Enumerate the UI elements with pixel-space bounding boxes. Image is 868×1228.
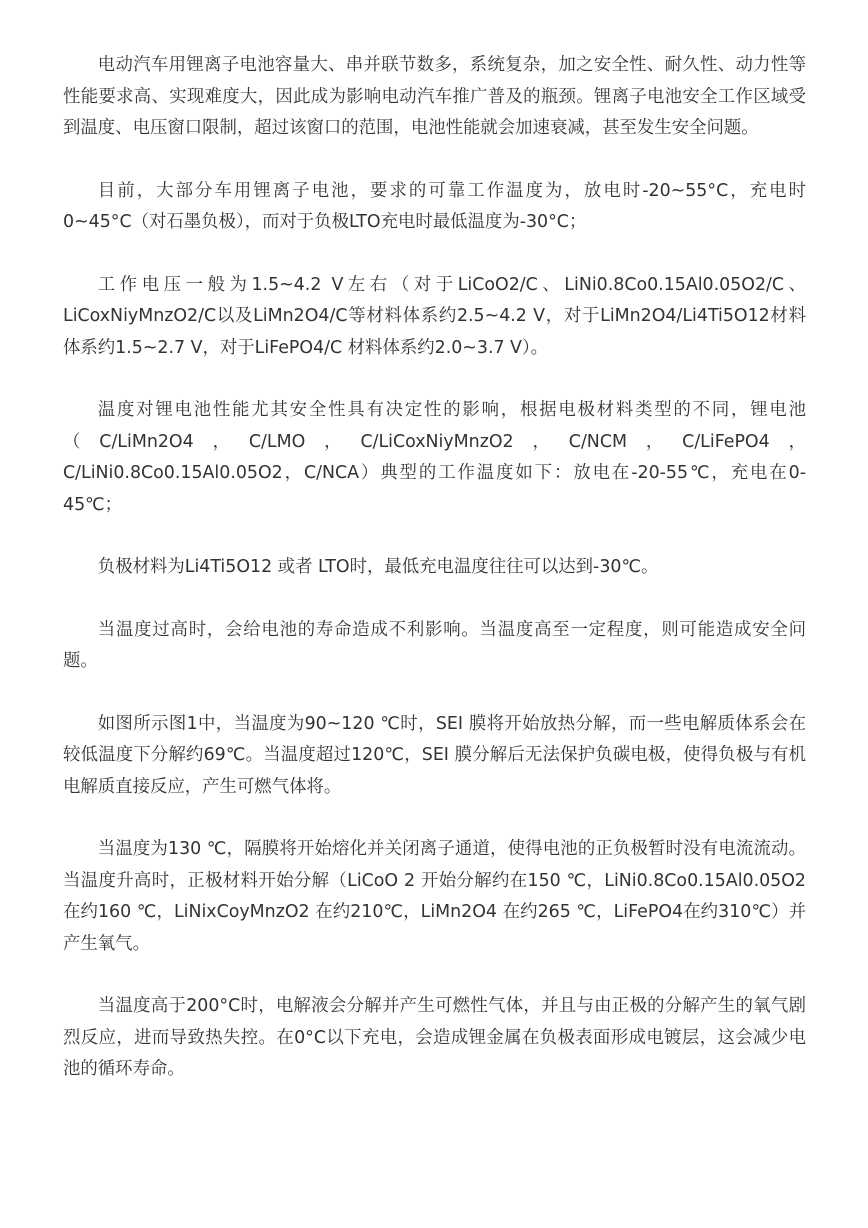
paragraph-operating-voltage: 工作电压一般为1.5~4.2 V左右（对于LiCoO2/C、LiNi0.8Co0.15Al0.05O2/C、LiCoxNiyMnzO2/C以及LiMn2O4/C等材料体系约2.5~4.2 V，对于LiMn2O4/Li4Ti5O12材料体系约1.5~2.7 V，对于LiFePO4/C 材料体系约2.0~3.7 V）。 [63, 274, 806, 358]
paragraph-intro: 电动汽车用锂离子电池容量大、串并联节数多，系统复杂，加之安全性、耐久性、动力性等性能要求高、实现难度大，因此成为影响电动汽车推广普及的瓶颈。锂离子电池安全工作区域受到温度、电压窗口限制，超过该窗口的范围，电池性能就会加速衰减，甚至发生安全问题。 [63, 55, 806, 138]
paragraph-operating-temperature: 目前，大部分车用锂离子电池，要求的可靠工作温度为，放电时-20~55°C，充电时0~45°C（对石墨负极），而对于负极LTO充电时最低温度为-30°C； [63, 180, 806, 232]
paragraph-temperature-influence: 温度对锂电池性能尤其安全性具有决定性的影响，根据电极材料类型的不同，锂电池（C/LiMn2O4，C/LMO，C/LiCoxNiyMnzO2，C/NCM，C/LiFePO4，C/LiNi0.8Co0.15Al0.05O2，C/NCA）典型的工作温度如下：放电在-20-55℃，充电在0-45℃； [63, 400, 806, 515]
paragraph-separator-cathode: 当温度为130 ℃，隔膜将开始熔化并关闭离子通道，使得电池的正负极暂时没有电流流动。当温度升高时，正极材料开始分解（LiCoO 2 开始分解约在150 ℃，LiNi0.8Co0.15Al0.05O2在约160 ℃，LiNixCoyMnzO2 在约210℃，LiMn2O4 在约265 ℃，LiFePO4在约310℃）并产生氧气。 [63, 839, 806, 954]
paragraph-high-temperature: 当温度过高时，会给电池的寿命造成不利影响。当温度高至一定程度，则可能造成安全问题。 [63, 619, 806, 671]
paragraph-lto-charging: 负极材料为Li4Ti5O12 或者 LTO时，最低充电温度往往可以达到-30℃。 [97, 557, 659, 577]
paragraph-thermal-runaway: 当温度高于200°C时，电解液会分解并产生可燃性气体，并且与由正极的分解产生的氧气剧烈反应，进而导致热失控。在0°C以下充电，会造成锂金属在负极表面形成电镀层，这会减少电池的循环寿命。 [63, 996, 806, 1079]
paragraph-sei-decomposition: 如图所示图1中，当温度为90~120 ℃时，SEI 膜将开始放热分解，而一些电解质体系会在较低温度下分解约69℃。当温度超过120℃，SEI 膜分解后无法保护负碳电极，使得负极与有机电解质直接反应，产生可燃气体将。 [63, 713, 806, 797]
